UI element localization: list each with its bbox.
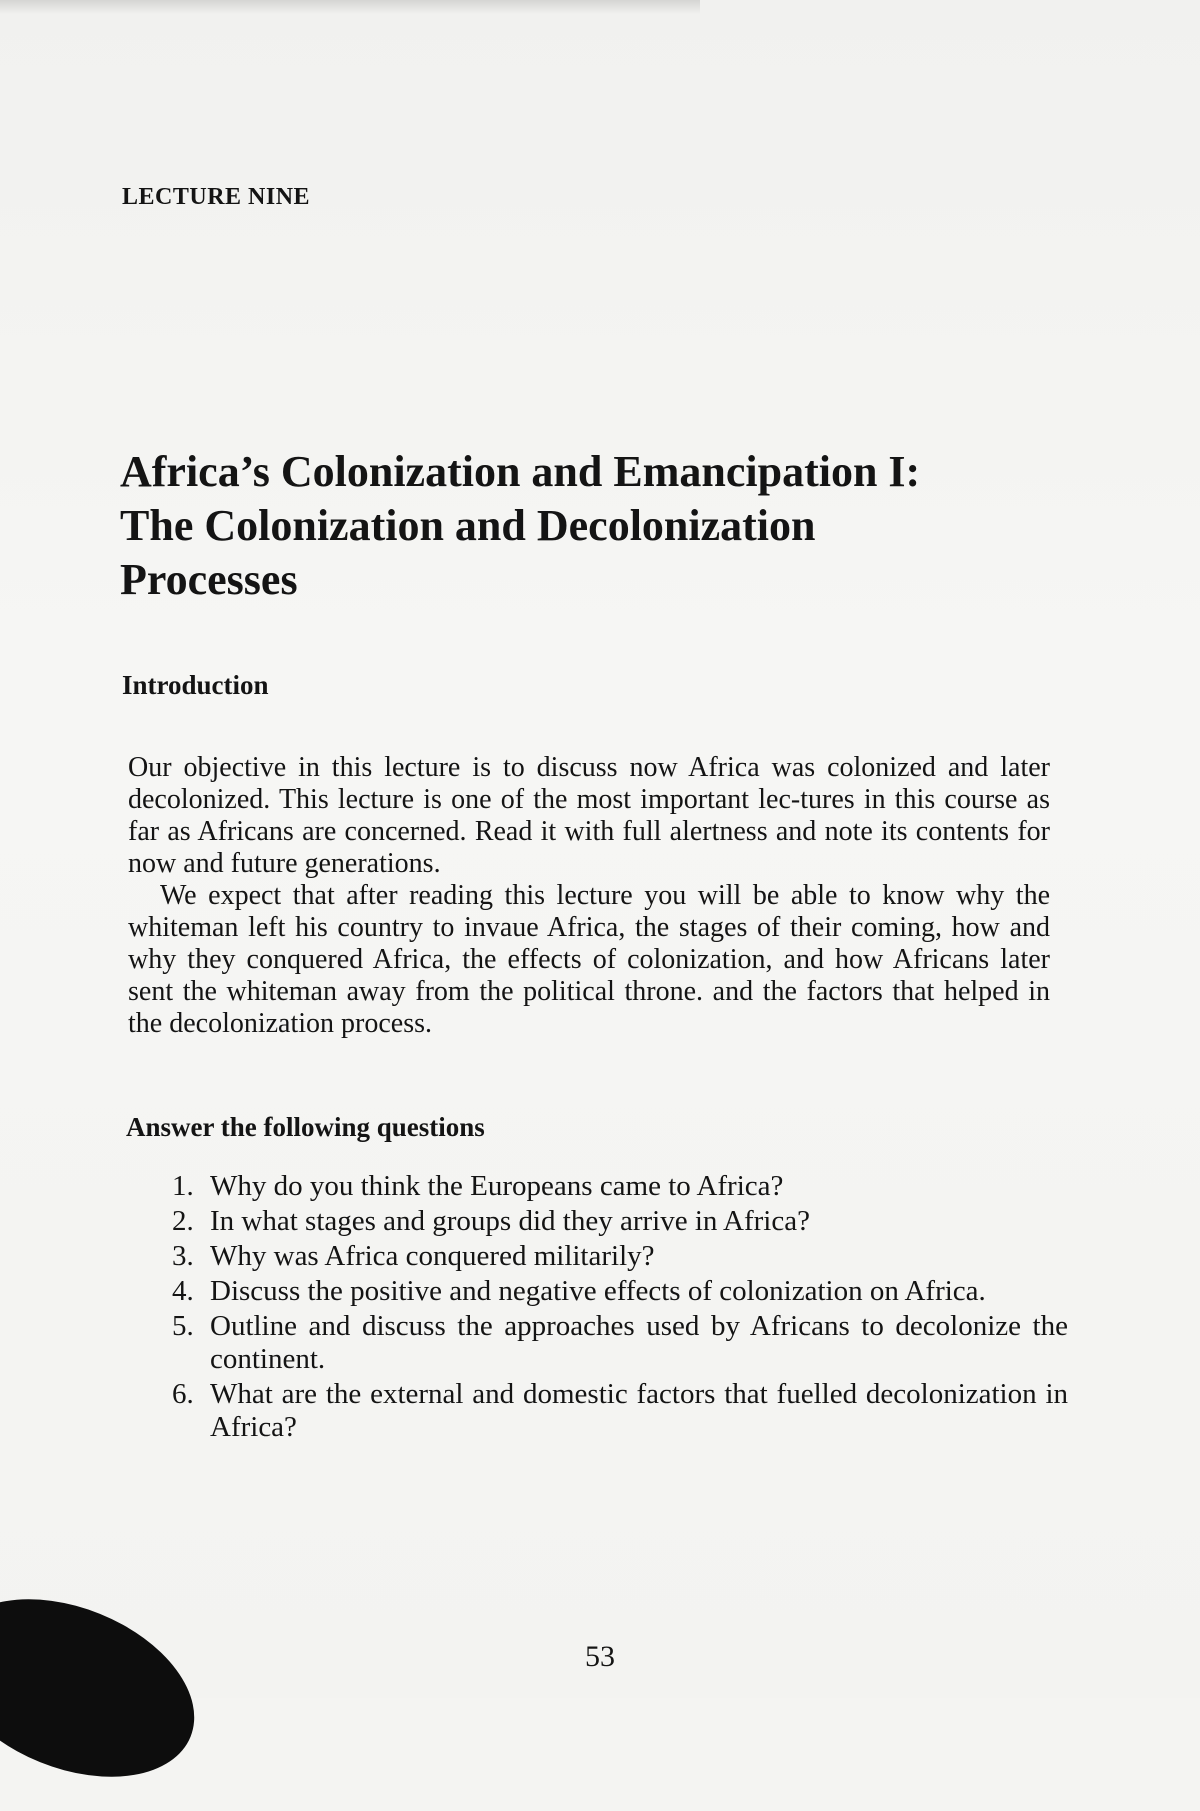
lecture-label: LECTURE NINE — [122, 184, 311, 210]
question-text: What are the external and domestic factors that fuelled decolonization in Africa? — [210, 1378, 1068, 1443]
question-text: Discuss the positive and negative effects of colonization on Africa. — [210, 1275, 986, 1307]
introduction-body — [128, 752, 1050, 1040]
question-text: Why was Africa conquered militarily? — [210, 1240, 655, 1272]
chapter-title-line-2: The Colonization and Decolonization — [120, 501, 816, 550]
question-text: In what stages and groups did they arrive in Africa? — [210, 1205, 810, 1237]
introduction-paragraph-2: We expect that after reading this lecture you will be able to know why the whiteman left his country to invaue Africa, the stages of their coming, how and why they conquered Africa, the effects of colonization, and how Africans later sent the whiteman away from the political throne. and the factors that helped in the decolonization process. — [128, 880, 1050, 1039]
question-number: 2. — [172, 1205, 194, 1237]
question-number: 4. — [172, 1275, 194, 1307]
question-item — [172, 1170, 1068, 1203]
question-item — [172, 1378, 1068, 1444]
questions-list — [172, 1170, 1068, 1446]
chapter-title — [120, 445, 1080, 607]
question-number: 6. — [172, 1378, 194, 1410]
page-edge-shadow — [0, 0, 700, 14]
question-number: 3. — [172, 1240, 194, 1272]
introduction-paragraph-1: Our objective in this lecture is to discuss now Africa was colonized and later decolonized. This lecture is one of the most important lec-tures in this course as far as Africans are concerned. Read it with full alertness and note its contents for now and future generations. — [128, 752, 1050, 879]
question-item — [172, 1205, 1068, 1238]
thumb-shadow — [0, 1565, 221, 1811]
question-text: Why do you think the Europeans came to Africa? — [210, 1170, 784, 1202]
questions-heading: Answer the following questions — [126, 1112, 485, 1142]
question-number: 1. — [172, 1170, 194, 1202]
question-item — [172, 1240, 1068, 1273]
chapter-title-line-1: Africa’s Colonization and Emancipation I: — [120, 447, 921, 496]
question-text: Outline and discuss the approaches used by Africans to decolonize the continent. — [210, 1310, 1068, 1375]
chapter-title-line-3: Processes — [120, 555, 298, 604]
question-item — [172, 1310, 1068, 1376]
page-number: 53 — [585, 1640, 615, 1673]
question-item — [172, 1275, 1068, 1308]
introduction-heading: Introduction — [122, 670, 269, 700]
question-number: 5. — [172, 1310, 194, 1342]
